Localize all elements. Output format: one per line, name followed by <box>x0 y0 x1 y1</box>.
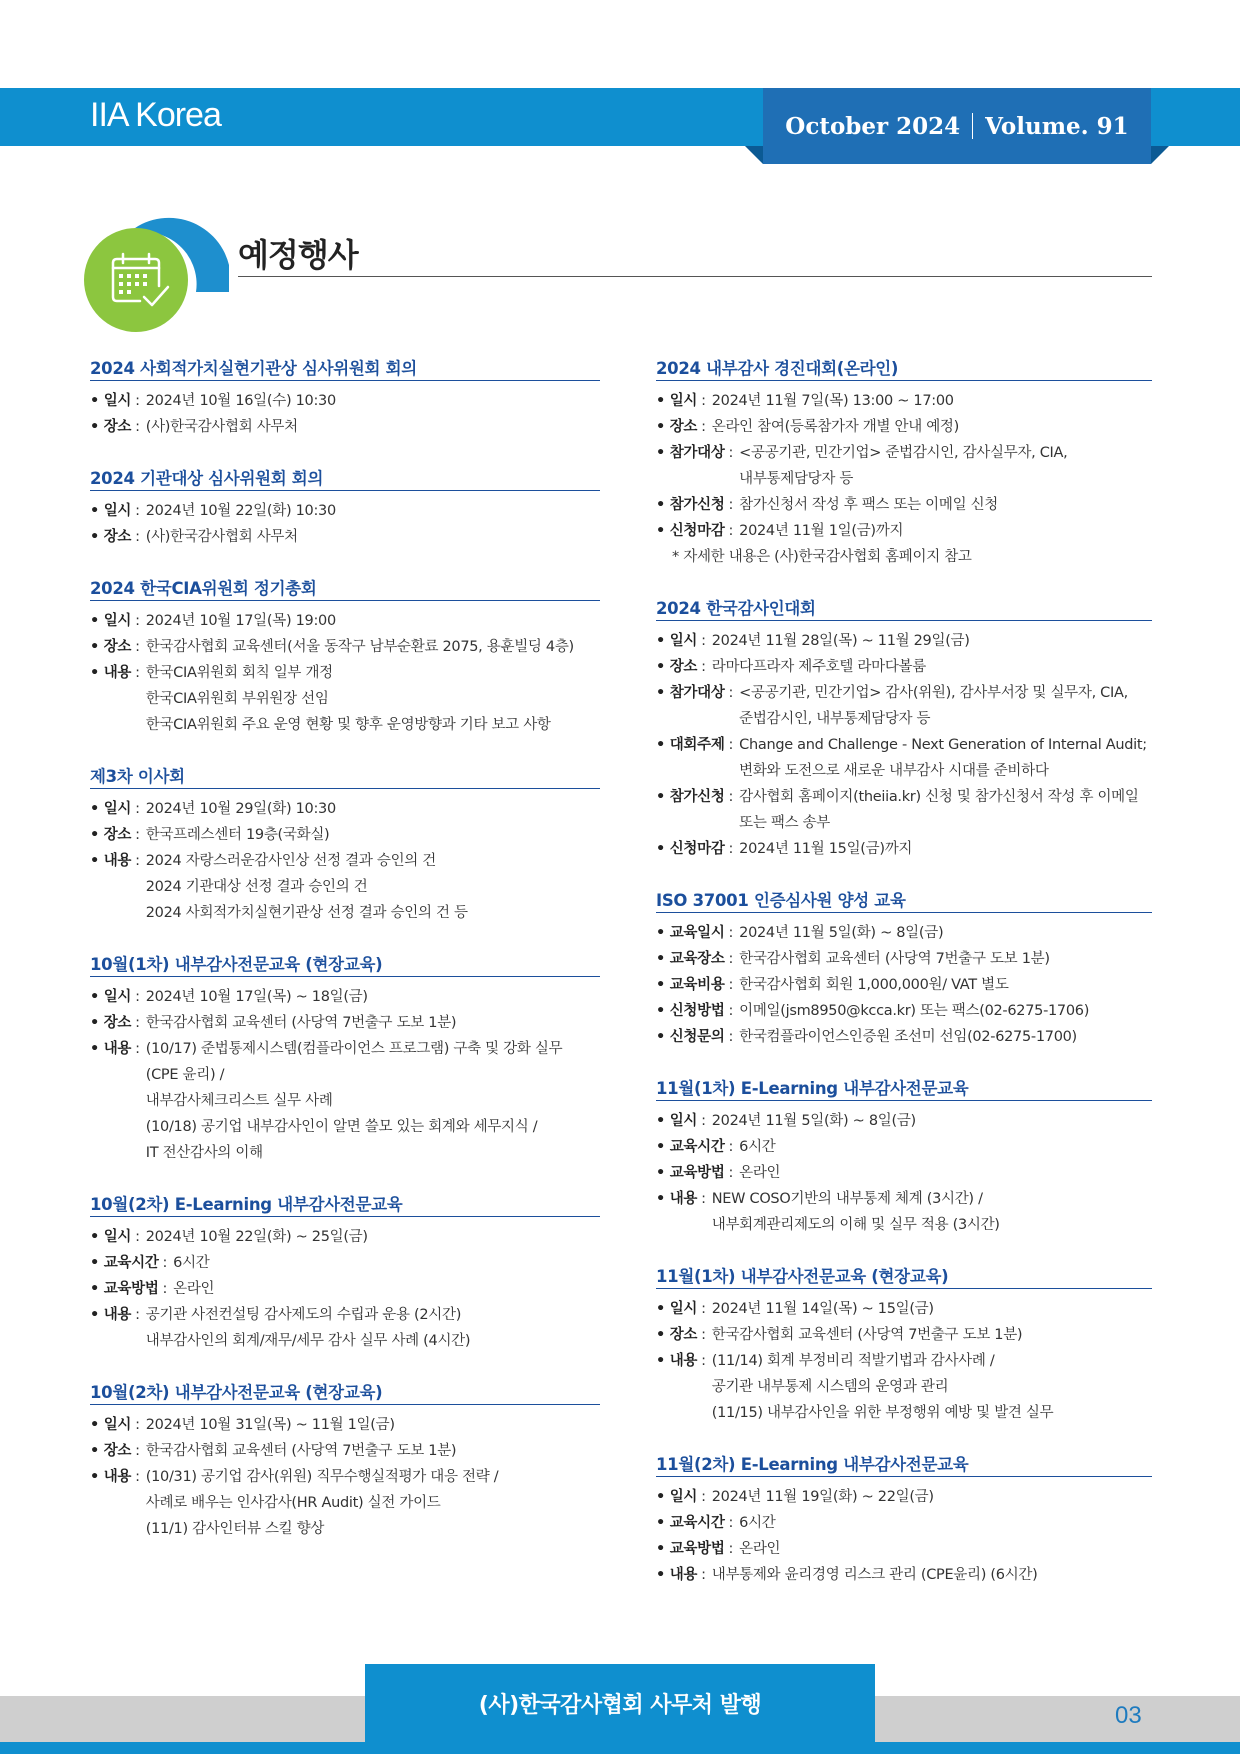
detail-colon: : <box>728 841 734 857</box>
detail-colon: : <box>701 1113 706 1129</box>
detail-label: • 교육방법 <box>656 1160 725 1186</box>
detail-value <box>146 634 574 660</box>
detail-colon: : <box>135 1015 140 1031</box>
detail-colon: : <box>728 789 734 805</box>
detail-line: 2024년 11월 28일(목) ~ 11월 29일(금) <box>711 633 970 649</box>
detail-label: • 신청마감 <box>656 836 725 862</box>
detail-line: 6시간 <box>173 1255 210 1271</box>
detail-colon: : <box>728 925 734 941</box>
event-detail-row <box>656 440 1152 492</box>
detail-colon: : <box>135 1469 140 1485</box>
detail-colon: : <box>728 977 734 993</box>
detail-line: 준법감시인, 내부통제담당자 등 <box>739 711 931 727</box>
detail-colon: : <box>728 1139 734 1155</box>
detail-label: • 장소 <box>90 414 131 440</box>
detail-label: • 교육장소 <box>656 946 725 972</box>
detail-line: 한국프레스센터 19층(국화실) <box>145 827 330 843</box>
detail-value <box>712 1348 1054 1426</box>
detail-line: (CPE 윤리) / <box>145 1067 225 1083</box>
detail-value <box>146 608 336 634</box>
detail-line: 2024년 10월 22일(화) ~ 25일(금) <box>145 1229 368 1245</box>
detail-value <box>146 1464 499 1542</box>
detail-line: 2024년 11월 7일(목) 13:00 ~ 17:00 <box>711 393 954 409</box>
detail-value <box>739 1160 780 1186</box>
detail-value <box>739 998 1089 1024</box>
event-detail-row <box>656 680 1152 732</box>
detail-line: 또는 팩스 송부 <box>739 815 831 831</box>
event-detail-row <box>90 608 600 634</box>
detail-line: 사례로 배우는 인사감사(HR Audit) 실전 가이드 <box>145 1495 441 1511</box>
detail-colon: : <box>701 1489 706 1505</box>
detail-value <box>739 836 912 862</box>
detail-label: • 일시 <box>90 388 131 414</box>
event-detail-row <box>656 1296 1152 1322</box>
detail-line: (10/17) 준법통제시스템(컴플라이언스 프로그램) 구축 및 강화 실무 <box>145 1041 563 1057</box>
detail-colon: : <box>135 1417 140 1433</box>
event-detail-row <box>656 920 1152 946</box>
event-detail-row <box>90 984 600 1010</box>
event-title: 2024 기관대상 심사위원회 회의 <box>90 465 600 491</box>
detail-label: • 장소 <box>656 654 697 680</box>
detail-label: • 내용 <box>656 1186 697 1238</box>
detail-label: • 교육일시 <box>656 920 725 946</box>
detail-value <box>173 1276 214 1302</box>
detail-line: 한국CIA위원회 부위원장 선임 <box>145 691 329 707</box>
detail-line: 온라인 <box>173 1281 215 1297</box>
detail-value <box>739 518 903 544</box>
event-detail-row <box>656 1562 1152 1588</box>
detail-colon: : <box>135 1443 140 1459</box>
event-title: 2024 한국감사인대회 <box>656 595 1152 621</box>
detail-line: (11/15) 내부감사인을 위한 부정행위 예방 및 발견 실무 <box>711 1405 1054 1421</box>
detail-line: 2024년 11월 5일(화) ~ 8일(금) <box>711 1113 916 1129</box>
event-detail-row <box>656 628 1152 654</box>
detail-line: 온라인 참여(등록참가자 개별 안내 예정) <box>711 419 959 435</box>
detail-colon: : <box>701 633 706 649</box>
page-number: 03 <box>1115 1702 1142 1729</box>
detail-colon: : <box>728 737 734 753</box>
detail-label: • 내용 <box>90 1464 131 1542</box>
detail-label: • 교육방법 <box>90 1276 159 1302</box>
detail-colon: : <box>701 1327 706 1343</box>
detail-value <box>146 1010 457 1036</box>
detail-colon: : <box>701 1567 706 1583</box>
detail-line: 한국감사협회 교육센터 (사당역 7번출구 도보 1분) <box>145 1015 457 1031</box>
detail-line: 한국컴플라이언스인증원 조선미 선임(02-6275-1700) <box>739 1029 1077 1045</box>
detail-label: • 내용 <box>90 1302 131 1354</box>
event-block <box>90 1191 600 1354</box>
detail-label: • 교육시간 <box>656 1134 725 1160</box>
detail-line: 한국감사협회 교육센터 (사당역 7번출구 도보 1분) <box>739 951 1050 967</box>
issue-date: October 2024 <box>785 112 961 140</box>
detail-label: • 일시 <box>90 796 131 822</box>
detail-label: • 교육시간 <box>656 1510 725 1536</box>
event-block <box>90 763 600 926</box>
detail-label: • 장소 <box>90 1438 131 1464</box>
detail-line: 참가신청서 작성 후 팩스 또는 이메일 신청 <box>739 497 999 513</box>
detail-colon: : <box>728 1515 734 1531</box>
detail-label: • 장소 <box>90 822 131 848</box>
detail-colon: : <box>728 951 734 967</box>
detail-value <box>712 388 954 414</box>
detail-line: 2024년 11월 19일(화) ~ 22일(금) <box>711 1489 934 1505</box>
detail-value <box>146 848 468 926</box>
detail-line: 공기관 내부통제 시스템의 운영과 관리 <box>711 1379 949 1395</box>
detail-label: • 일시 <box>90 498 131 524</box>
event-detail-row <box>656 654 1152 680</box>
left-column <box>90 355 600 1567</box>
detail-value <box>739 1510 775 1536</box>
issue-volume: Volume. 91 <box>985 112 1129 140</box>
footer-line <box>0 1742 1240 1754</box>
detail-value <box>146 796 336 822</box>
detail-line: 2024년 11월 15일(금)까지 <box>739 841 913 857</box>
event-block <box>90 355 600 440</box>
detail-line: 2024년 10월 31일(목) ~ 11월 1일(금) <box>145 1417 395 1433</box>
event-detail-row <box>656 998 1152 1024</box>
detail-value <box>146 1412 395 1438</box>
detail-colon: : <box>135 665 140 681</box>
detail-value <box>712 1108 916 1134</box>
event-detail-row <box>90 1250 600 1276</box>
event-title: 2024 내부감사 경진대회(온라인) <box>656 355 1152 381</box>
detail-line: 2024년 10월 17일(목) 19:00 <box>145 613 336 629</box>
event-detail-row <box>656 1134 1152 1160</box>
detail-label: • 일시 <box>90 1224 131 1250</box>
event-detail-row <box>656 1024 1152 1050</box>
detail-line: <공공기관, 민간기업> 준법감시인, 감사실무자, CIA, <box>739 445 1068 461</box>
event-block <box>656 1263 1152 1426</box>
detail-colon: : <box>135 989 140 1005</box>
detail-colon: : <box>135 1041 140 1057</box>
detail-colon: : <box>135 827 140 843</box>
detail-colon: : <box>162 1281 168 1297</box>
detail-line: 이메일(jsm8950@kcca.kr) 또는 팩스(02-6275-1706) <box>739 1003 1090 1019</box>
event-title: 11월(1차) E-Learning 내부감사전문교육 <box>656 1075 1152 1101</box>
detail-line: 2024년 11월 1일(금)까지 <box>739 523 904 539</box>
detail-value <box>146 388 336 414</box>
detail-line: 6시간 <box>739 1139 776 1155</box>
detail-value <box>712 1186 1000 1238</box>
detail-label: • 신청문의 <box>656 1024 725 1050</box>
detail-line: 공기관 사전컨설팅 감사제도의 수립과 운용 (2시간) <box>145 1307 462 1323</box>
detail-value <box>146 524 298 550</box>
detail-colon: : <box>728 1029 734 1045</box>
event-detail-row <box>90 1464 600 1542</box>
detail-label: • 대회주제 <box>656 732 725 784</box>
detail-line: 라마다프라자 제주호텔 라마다볼룸 <box>711 659 926 675</box>
detail-value <box>146 498 336 524</box>
detail-line: 감사협회 홈페이지(theiia.kr) 신청 및 참가신청서 작성 후 이메일 <box>739 789 1139 805</box>
detail-line: <공공기관, 민간기업> 감사(위원), 감사부서장 및 실무자, CIA, <box>739 685 1128 701</box>
detail-label: • 일시 <box>656 628 697 654</box>
event-detail-row <box>90 796 600 822</box>
event-block <box>90 1379 600 1542</box>
event-title: 2024 사회적가치실현기관상 심사위원회 회의 <box>90 355 600 381</box>
detail-label: • 장소 <box>90 524 131 550</box>
event-detail-row <box>656 388 1152 414</box>
event-detail-row <box>656 1108 1152 1134</box>
detail-label: • 장소 <box>656 414 697 440</box>
detail-value <box>146 414 298 440</box>
detail-label: • 장소 <box>90 634 131 660</box>
event-block <box>656 1451 1152 1588</box>
detail-colon: : <box>728 685 734 701</box>
calendar-check-icon <box>84 205 229 332</box>
detail-colon: : <box>728 497 734 513</box>
event-block <box>656 887 1152 1050</box>
detail-line: 2024년 10월 17일(목) ~ 18일(금) <box>145 989 368 1005</box>
detail-line: 2024년 11월 14일(목) ~ 15일(금) <box>711 1301 934 1317</box>
detail-value <box>146 1302 471 1354</box>
event-detail-row <box>90 1302 600 1354</box>
detail-colon: : <box>701 1353 706 1369</box>
ribbon-fold-left <box>745 146 763 164</box>
detail-line: 내부감사인의 회계/재무/세무 감사 실무 사례 (4시간) <box>145 1333 471 1349</box>
detail-line: 한국감사협회 교육센터 (사당역 7번출구 도보 1분) <box>145 1443 457 1459</box>
event-detail-row <box>656 836 1152 862</box>
event-detail-row <box>90 848 600 926</box>
detail-label: • 장소 <box>656 1322 697 1348</box>
detail-line: 한국감사협회 교육센터 (사당역 7번출구 도보 1분) <box>711 1327 1023 1343</box>
event-detail-row <box>656 1160 1152 1186</box>
detail-label: • 참가대상 <box>656 440 725 492</box>
detail-colon: : <box>728 1165 734 1181</box>
detail-value <box>712 1484 934 1510</box>
detail-label: • 일시 <box>90 608 131 634</box>
event-detail-row <box>90 1224 600 1250</box>
detail-label: • 참가신청 <box>656 784 725 836</box>
detail-line: (10/18) 공기업 내부감사인이 알면 쓸모 있는 회계와 세무지식 / <box>145 1119 538 1135</box>
detail-value <box>739 1024 1077 1050</box>
event-title: 11월(1차) 내부감사전문교육 (현장교육) <box>656 1263 1152 1289</box>
event-detail-row <box>656 518 1152 544</box>
detail-line: 내부통제담당자 등 <box>739 471 854 487</box>
detail-value <box>739 1134 775 1160</box>
detail-colon: : <box>701 659 706 675</box>
event-detail-row <box>90 1412 600 1438</box>
detail-value <box>739 972 1008 998</box>
event-block <box>656 595 1152 862</box>
detail-value <box>146 822 330 848</box>
event-block <box>656 355 1152 570</box>
event-block <box>656 1075 1152 1238</box>
detail-line: 2024 사회적가치실현기관상 선정 결과 승인의 건 등 <box>145 905 468 921</box>
detail-line: (사)한국감사협회 사무처 <box>145 419 298 435</box>
right-column <box>656 355 1152 1613</box>
detail-colon: : <box>701 419 706 435</box>
detail-value <box>146 984 368 1010</box>
event-detail-row <box>656 946 1152 972</box>
detail-colon: : <box>135 503 140 519</box>
detail-value <box>739 946 1050 972</box>
detail-line: 2024년 10월 29일(화) 10:30 <box>145 801 336 817</box>
detail-value <box>739 920 943 946</box>
detail-colon: : <box>701 1191 706 1207</box>
detail-line: 온라인 <box>739 1165 781 1181</box>
event-title: 제3차 이사회 <box>90 763 600 789</box>
detail-value <box>739 492 998 518</box>
detail-value <box>712 628 970 654</box>
detail-line: 2024년 11월 5일(화) ~ 8일(금) <box>739 925 944 941</box>
detail-label: • 교육시간 <box>90 1250 159 1276</box>
detail-line: 2024 자랑스러운감사인상 선정 결과 승인의 건 <box>145 853 436 869</box>
detail-value <box>712 1322 1023 1348</box>
detail-line: (10/31) 공기업 감사(위원) 직무수행실적평가 대응 전략 / <box>145 1469 499 1485</box>
detail-label: • 교육비용 <box>656 972 725 998</box>
event-detail-row <box>656 1536 1152 1562</box>
event-block <box>90 951 600 1166</box>
event-block <box>90 575 600 738</box>
issue-divider <box>972 113 973 139</box>
event-detail-row <box>656 492 1152 518</box>
detail-value <box>739 732 1147 784</box>
detail-colon: : <box>701 393 706 409</box>
detail-value <box>173 1250 209 1276</box>
event-detail-row <box>90 1036 600 1166</box>
detail-label: • 일시 <box>656 1484 697 1510</box>
event-detail-row <box>90 498 600 524</box>
detail-line: 내부회계관리제도의 이해 및 실무 적용 (3시간) <box>711 1217 1000 1233</box>
detail-line: (11/1) 감사인터뷰 스킬 향상 <box>145 1521 325 1537</box>
detail-label: • 참가대상 <box>656 680 725 732</box>
event-title: 10월(1차) 내부감사전문교육 (현장교육) <box>90 951 600 977</box>
event-detail-row <box>656 1510 1152 1536</box>
detail-line: (11/14) 회계 부정비리 적발기법과 감사사례 / <box>711 1353 995 1369</box>
detail-label: • 신청방법 <box>656 998 725 1024</box>
brand-logo: IIA Korea <box>90 96 221 134</box>
event-note: * 자세한 내용은 (사)한국감사협회 홈페이지 참고 <box>672 549 972 565</box>
event-detail-row <box>90 1010 600 1036</box>
detail-label: • 일시 <box>656 1296 697 1322</box>
detail-line: 2024년 10월 16일(수) 10:30 <box>145 393 336 409</box>
event-detail-row <box>656 784 1152 836</box>
event-detail-row <box>90 388 600 414</box>
event-detail-row <box>656 1186 1152 1238</box>
event-detail-row <box>656 1484 1152 1510</box>
event-detail-row <box>90 1438 600 1464</box>
detail-colon: : <box>135 853 140 869</box>
detail-line: 한국감사협회 교육센터(서울 동작구 남부순환료 2075, 용훈빌딩 4층) <box>145 639 574 655</box>
detail-value <box>146 1438 457 1464</box>
detail-line: 2024년 10월 22일(화) 10:30 <box>145 503 336 519</box>
title-rule <box>238 276 1152 277</box>
detail-label: • 내용 <box>90 1036 131 1166</box>
event-detail-row <box>90 634 600 660</box>
detail-line: 한국감사협회 회원 1,000,000원/ VAT 별도 <box>739 977 1009 993</box>
section-title: 예정행사 <box>238 236 358 274</box>
detail-value <box>146 660 551 738</box>
detail-line: IT 전산감사의 이해 <box>145 1145 263 1161</box>
event-detail-row <box>90 660 600 738</box>
detail-label: • 내용 <box>90 660 131 738</box>
detail-value <box>739 1536 780 1562</box>
detail-colon: : <box>135 613 140 629</box>
event-detail-row <box>656 1348 1152 1426</box>
detail-colon: : <box>701 1301 706 1317</box>
event-detail-row <box>90 524 600 550</box>
detail-colon: : <box>135 419 140 435</box>
detail-line: Change and Challenge - Next Generation of Internal Audit; <box>739 737 1147 753</box>
detail-label: • 일시 <box>656 1108 697 1134</box>
event-detail-row <box>656 732 1152 784</box>
event-block <box>90 465 600 550</box>
detail-value <box>146 1036 563 1166</box>
detail-colon: : <box>135 1229 140 1245</box>
detail-colon: : <box>135 529 140 545</box>
detail-line: 온라인 <box>739 1541 781 1557</box>
detail-value <box>712 1562 1038 1588</box>
event-title: 10월(2차) 내부감사전문교육 (현장교육) <box>90 1379 600 1405</box>
event-detail-row <box>90 1276 600 1302</box>
detail-label: • 내용 <box>656 1348 697 1426</box>
event-detail-row <box>656 414 1152 440</box>
detail-value <box>146 1224 368 1250</box>
detail-colon: : <box>162 1255 168 1271</box>
detail-label: • 일시 <box>90 984 131 1010</box>
detail-line: 내부통제와 윤리경영 리스크 관리 (CPE윤리) (6시간) <box>711 1567 1038 1583</box>
detail-colon: : <box>728 523 734 539</box>
detail-label: • 참가신청 <box>656 492 725 518</box>
detail-colon: : <box>135 1307 140 1323</box>
detail-line: 한국CIA위원회 주요 운영 현황 및 향후 운영방향과 기타 보고 사항 <box>145 717 551 733</box>
detail-colon: : <box>728 1541 734 1557</box>
detail-label: • 내용 <box>90 848 131 926</box>
detail-value <box>712 654 926 680</box>
detail-colon: : <box>135 393 140 409</box>
event-detail-row <box>90 414 600 440</box>
detail-value <box>712 414 959 440</box>
detail-label: • 교육방법 <box>656 1536 725 1562</box>
detail-line: 6시간 <box>739 1515 776 1531</box>
detail-line: 내부감사체크리스트 실무 사례 <box>145 1093 333 1109</box>
detail-line: NEW COSO기반의 내부통제 체계 (3시간) / <box>711 1191 983 1207</box>
detail-label: • 신청마감 <box>656 518 725 544</box>
event-title: 2024 한국CIA위원회 정기총회 <box>90 575 600 601</box>
detail-label: • 내용 <box>656 1562 697 1588</box>
detail-label: • 일시 <box>656 388 697 414</box>
detail-colon: : <box>728 1003 734 1019</box>
detail-label: • 장소 <box>90 1010 131 1036</box>
detail-line: 변화와 도전으로 새로운 내부감사 시대를 준비하다 <box>739 763 1049 779</box>
detail-colon: : <box>135 639 140 655</box>
detail-value <box>739 680 1128 732</box>
detail-colon: : <box>135 801 140 817</box>
detail-colon: : <box>728 445 734 461</box>
event-detail-row <box>90 822 600 848</box>
detail-label: • 일시 <box>90 1412 131 1438</box>
detail-value <box>712 1296 934 1322</box>
event-title: ISO 37001 인증심사원 양성 교육 <box>656 887 1152 913</box>
event-detail-row <box>656 1322 1152 1348</box>
issue-label <box>763 88 1151 164</box>
detail-value <box>739 784 1138 836</box>
event-detail-row <box>656 972 1152 998</box>
ribbon-fold-right <box>1151 146 1169 164</box>
detail-line: 2024 기관대상 선정 결과 승인의 건 <box>145 879 368 895</box>
detail-line: 한국CIA위원회 회칙 일부 개정 <box>145 665 333 681</box>
detail-value <box>739 440 1067 492</box>
detail-line: (사)한국감사협회 사무처 <box>145 529 298 545</box>
publisher-label: (사)한국감사협회 사무처 발행 <box>365 1664 875 1742</box>
event-title: 11월(2차) E-Learning 내부감사전문교육 <box>656 1451 1152 1477</box>
event-title: 10월(2차) E-Learning 내부감사전문교육 <box>90 1191 600 1217</box>
